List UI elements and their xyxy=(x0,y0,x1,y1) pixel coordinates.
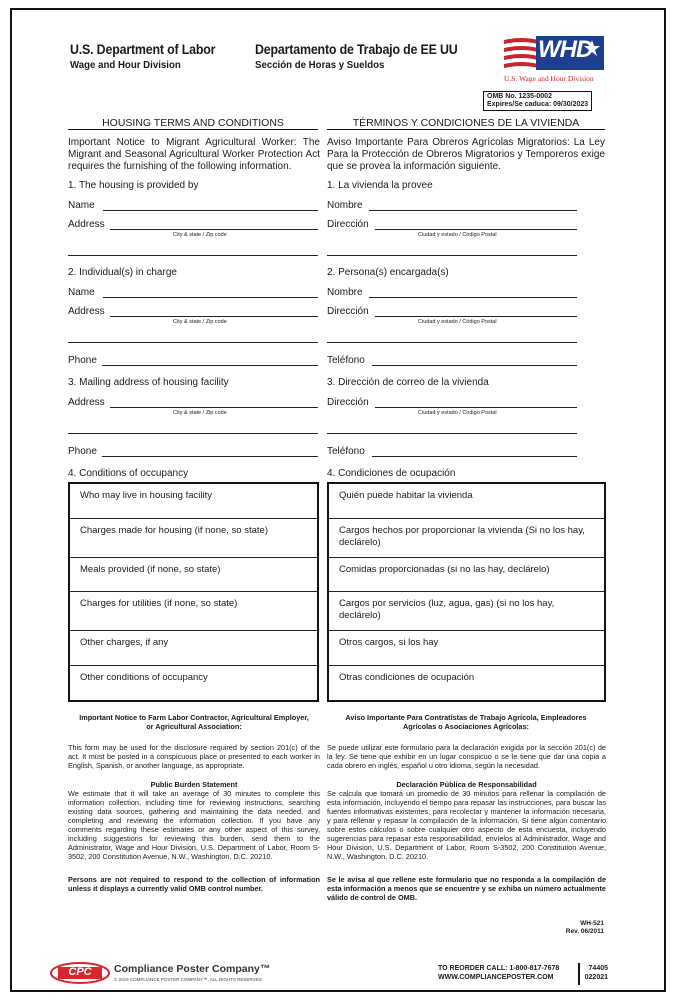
address-hint-es-2: Ciudad y estado / Código Postal xyxy=(418,319,497,325)
phone-label-en: Phone xyxy=(68,355,97,366)
address-hint-es-3: Ciudad y estado / Código Postal xyxy=(418,410,497,416)
address-field-en-3[interactable] xyxy=(110,407,318,408)
address-label-en-3: Address xyxy=(68,397,105,408)
address-hint-en: City & state / Zip code xyxy=(173,232,227,238)
product-code: 74405 xyxy=(588,965,608,972)
notice-title-en: Important Notice to Farm Labor Contractor, Agricultural Employer, or Agricultural Association: xyxy=(79,713,309,731)
omb-box xyxy=(483,91,592,111)
cpc-brand-name: Compliance Poster Company™ xyxy=(114,963,271,975)
name-label-es-2: Nombre xyxy=(327,287,363,298)
phone-label-es-2: Teléfono xyxy=(327,446,365,457)
phone-label-en-2: Phone xyxy=(68,446,97,457)
address-hint-en-2: City & state / Zip code xyxy=(173,319,227,325)
name-label-es: Nombre xyxy=(327,200,363,211)
table-row[interactable]: Charges made for housing (if none, so state) xyxy=(70,518,317,557)
address-field-es-3[interactable] xyxy=(375,407,577,408)
phone-field-es[interactable] xyxy=(372,365,577,366)
intro-en: Important Notice to Migrant Agricultural Worker: The Migrant and Seasonal Agricultural Worker Protection Act requires the furnishing of the following information. xyxy=(68,137,320,172)
address-field-en-2[interactable] xyxy=(110,316,318,317)
whd-logo xyxy=(502,34,606,86)
address-line2-en[interactable] xyxy=(68,255,318,256)
section4-es: 4. Condiciones de ocupación xyxy=(327,468,456,479)
address-field-en[interactable] xyxy=(110,229,318,230)
section3-en: 3. Mailing address of housing facility xyxy=(68,377,229,388)
reorder-website[interactable]: WWW.COMPLIANCEPOSTER.COM xyxy=(438,974,554,981)
cpc-logo xyxy=(50,962,110,984)
address-line2-en-3[interactable] xyxy=(68,433,318,434)
notice-body-es: Se puede utilizar este formulario para la declaración exigida por la sección 201(c) de la ley. Se tiene que exhibir en un lugar conspicuo o se le tiene que dar una copia a cada obrero en inglés, español u otro idioma, según la necesidad. xyxy=(327,743,606,770)
reorder-phone: TO REORDER CALL: 1-800-817-7678 xyxy=(438,965,560,972)
address-label-es: Dirección xyxy=(327,219,369,230)
heading-en: HOUSING TERMS AND CONDITIONS xyxy=(68,117,318,130)
section1-es: 1. La vivienda la provee xyxy=(327,180,433,191)
whd-subtitle-en: Wage and Hour Division xyxy=(70,59,181,71)
table-row[interactable]: Charges for utilities (if none, so state) xyxy=(70,591,317,630)
whd-subtitle-es: Sección de Horas y Sueldos xyxy=(255,59,385,71)
whd-logo-caption: U.S. Wage and Hour Division xyxy=(504,74,594,83)
omb-number: OMB No. 1235-0002 xyxy=(487,93,552,100)
conditions-table-en xyxy=(68,482,319,702)
section1-en: 1. The housing is provided by xyxy=(68,180,199,191)
name-field-en[interactable] xyxy=(103,210,318,211)
section3-es: 3. Dirección de correo de la vivienda xyxy=(327,377,489,388)
whd-logo-text: WHD xyxy=(538,36,593,63)
table-row[interactable]: Who may live in housing facility xyxy=(80,490,212,501)
conditions-table-es xyxy=(327,482,606,702)
intro-es: Aviso Importante Para Obreros Agrícolas Migratorios: La Ley Para la Protección de Obreros Migratorios y Temporeros exige que se provea la información siguiente. xyxy=(327,137,605,172)
burden-title-es: Declaración Pública de Responsabilidad xyxy=(396,780,537,789)
table-row[interactable]: Comidas proporcionadas (si no las hay, declárelo) xyxy=(329,557,604,591)
address-label-es-2: Dirección xyxy=(327,306,369,317)
table-row[interactable]: Cargos hechos por proporcionar la vivienda (Si no los hay, declárelo) xyxy=(329,518,604,557)
address-label-en-2: Address xyxy=(68,306,105,317)
phone-field-es-2[interactable] xyxy=(372,456,577,457)
form-number: WH-521 xyxy=(580,920,604,927)
address-label-en: Address xyxy=(68,219,105,230)
notice-title-es: Aviso Importante Para Contratistas de Trabajo Agrícola, Empleadores Agrícolas o Asociaciones Agrícolas: xyxy=(345,713,587,731)
cpc-copyright: © 2019 COMPLIANCE POSTER COMPANY™. ALL RIGHTS RESERVED. xyxy=(114,977,264,982)
address-line2-en-2[interactable] xyxy=(68,342,318,343)
name-field-en-2[interactable] xyxy=(103,297,318,298)
omb-expires: Expires/Se caduca: 09/30/2023 xyxy=(487,101,589,108)
burden-body-en: We estimate that it will take an average of 30 minutes to complete this information collection, including time for reviewing instructions, searching existing data sources, gathering and maintaining the data needed, and completing and reviewing the information collection. If you have any comments regarding these estimates or any other aspect of this survey, including suggestions for reviewing this burden, send them to the Administrator, Wage and Hour Division, U.S. Department of Labor, Room S-3502, 200 Constitution Avenue, N.W., Washington, D.C. 20210. xyxy=(68,789,320,861)
address-hint-es: Ciudad y estado / Código Postal xyxy=(418,232,497,238)
table-row[interactable]: Other conditions of occupancy xyxy=(70,665,317,700)
dol-title-en: U.S. Department of Labor xyxy=(70,42,216,57)
heading-es: TÉRMINOS Y CONDICIONES DE LA VIVIENDA xyxy=(327,117,605,130)
phone-field-en[interactable] xyxy=(102,365,318,366)
address-field-es[interactable] xyxy=(375,229,577,230)
phone-field-en-2[interactable] xyxy=(102,456,318,457)
address-label-es-3: Dirección xyxy=(327,397,369,408)
footer-divider xyxy=(578,963,580,985)
table-row[interactable]: Otros cargos, si los hay xyxy=(329,630,604,665)
name-label-en: Name xyxy=(68,200,95,211)
table-row[interactable]: Meals provided (if none, so state) xyxy=(70,557,317,591)
burden-body-es: Se calcula que tomará un promedio de 30 minutos para rellenar la compilación de esta información, incluyendo el tiempo para repasar las instrucciones, para buscar las fuentes informativas existentes, para recolectar y mantener la información necesaria, y para rellenar y repasar la compilación de la información. Si tiene algún comentario sobre estos cálculos o sobre cualquier otro aspecto de esta encuesta, incluyendo sugerencias para repasar esta responsabilidad, envíelos al Administrador, Wage and Hour Division, U.S. Department of Labor, Room S-3502, 200 Constitution Avenue, N.W., Washington, D.C. 20210. xyxy=(327,789,606,861)
table-row[interactable]: Other charges, if any xyxy=(70,630,317,665)
name-field-es[interactable] xyxy=(369,210,577,211)
address-hint-en-3: City & state / Zip code xyxy=(173,410,227,416)
table-row[interactable]: Quién puede habitar la vivienda xyxy=(339,490,473,501)
omb-note-en: Persons are not required to respond to the collection of information unless it displays a currently valid OMB control number. xyxy=(68,875,320,893)
address-line2-es-3[interactable] xyxy=(327,433,577,434)
cpc-logo-text: CPC xyxy=(68,966,92,978)
name-field-es-2[interactable] xyxy=(369,297,577,298)
notice-body-en: This form may be used for the disclosure required by section 201(c) of the act. It must be posted in a conspicuous place or presented to each worker in English, Spanish, or another language, as appropriate. xyxy=(68,743,320,770)
form-revision: Rev. 06/2011 xyxy=(565,928,604,935)
section4-en: 4. Conditions of occupancy xyxy=(68,468,189,479)
dol-title-es: Departamento de Trabajo de EE UU xyxy=(255,42,458,57)
address-line2-es[interactable] xyxy=(327,255,577,256)
burden-title-en: Public Burden Statement xyxy=(150,780,238,789)
omb-note-es: Se le avisa al que rellene este formulario que no responda a la compilación de esta información a menos que se encuentre y se exhiba un número actualmente válido de control de OMB. xyxy=(327,875,606,902)
table-row[interactable]: Otras condiciones de ocupación xyxy=(329,665,604,700)
section2-en: 2. Individual(s) in charge xyxy=(68,267,177,278)
phone-label-es: Teléfono xyxy=(327,355,365,366)
name-label-en-2: Name xyxy=(68,287,95,298)
edition-code: 022021 xyxy=(584,974,608,981)
table-row[interactable]: Cargos por servicios (luz, agua, gas) (si no los hay, declárelo) xyxy=(329,591,604,630)
address-line2-es-2[interactable] xyxy=(327,342,577,343)
section2-es: 2. Persona(s) encargada(s) xyxy=(327,267,449,278)
address-field-es-2[interactable] xyxy=(375,316,577,317)
